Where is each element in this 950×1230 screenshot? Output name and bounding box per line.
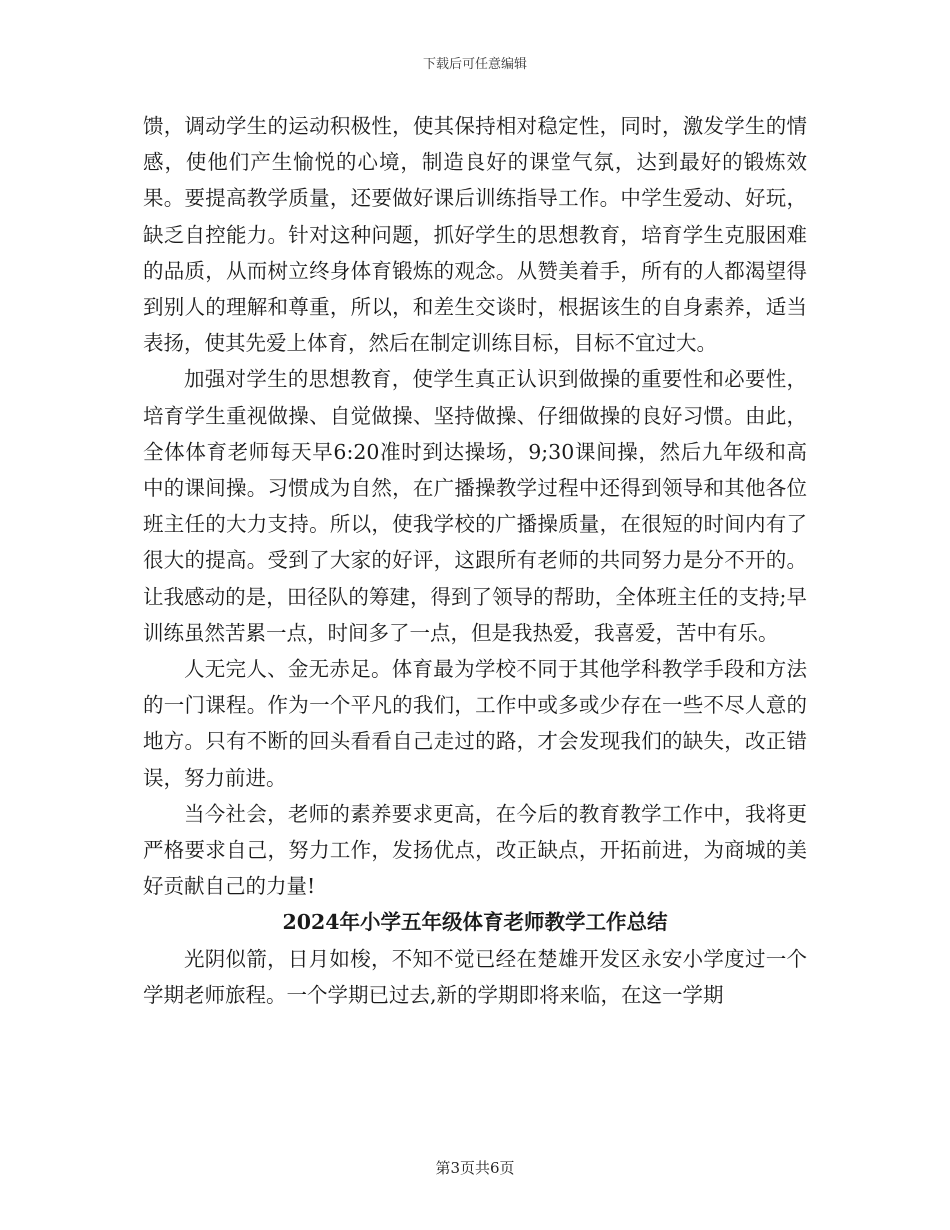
body-paragraph: 人无完人、金无赤足。体育最为学校不同于其他学科教学手段和方法的一门课程。作为一个平凡的我们，工作中或多或少存在一些不尽人意的地方。只有不断的回头看看自己走过的路，才会发现我们的缺失，改正错误，努力前进。 <box>143 657 807 790</box>
body-paragraph: 加强对学生的思想教育，使学生真正认识到做操的重要性和必要性，培育学生重视做操、自觉做操、坚持做操、仔细做操的良好习惯。由此，全体体育老师每天早6:20准时到达操场，9;30课间操，然后九年级和高中的课间操。习惯成为自然，在广播操教学过程中还得到领导和其他各位班主任的大力支持。所以，使我学校的广播操质量，在很短的时间内有了很大的提高。受到了大家的好评，这跟所有老师的共同努力是分不开的。让我感动的是，田径队的筹建，得到了领导的帮助，全体班主任的支持;早训练虽然苦累一点，时间多了一点，但是我热爱，我喜爱，苦中有乐。 <box>143 367 807 645</box>
document-body <box>143 108 807 1013</box>
page-header: 下载后可任意编辑 <box>422 57 527 72</box>
body-paragraph: 馈，调动学生的运动积极性，使其保持相对稳定性，同时，激发学生的情感，使他们产生愉悦的心境，制造良好的课堂气氛，达到最好的锻炼效果。要提高教学质量，还要做好课后训练指导工作。中学生爱动、好玩，缺乏自控能力。针对这种问题，抓好学生的思想教育，培育学生克服困难的品质，从而树立终身体育锻炼的观念。从赞美着手，所有的人都渴望得到别人的理解和尊重，所以，和差生交谈时，根据该生的自身素养，适当表扬，使其先爱上体育，然后在制定训练目标，目标不宜过大。 <box>143 114 807 356</box>
body-paragraph: 当今社会，老师的素养要求更高，在今后的教育教学工作中，我将更严格要求自己，努力工作，发扬优点，改正缺点，开拓前进，为商城的美好贡献自己的力量! <box>143 801 807 899</box>
section-title: 2024年小学五年级体育老师教学工作总结 <box>282 910 668 935</box>
body-paragraph: 光阴似箭，日月如梭，不知不觉已经在楚雄开发区永安小学度过一个学期老师旅程。一个学期已过去,新的学期即将来临，在这一学期 <box>143 946 807 1007</box>
page-number: 第3页共6页 <box>435 1159 515 1177</box>
